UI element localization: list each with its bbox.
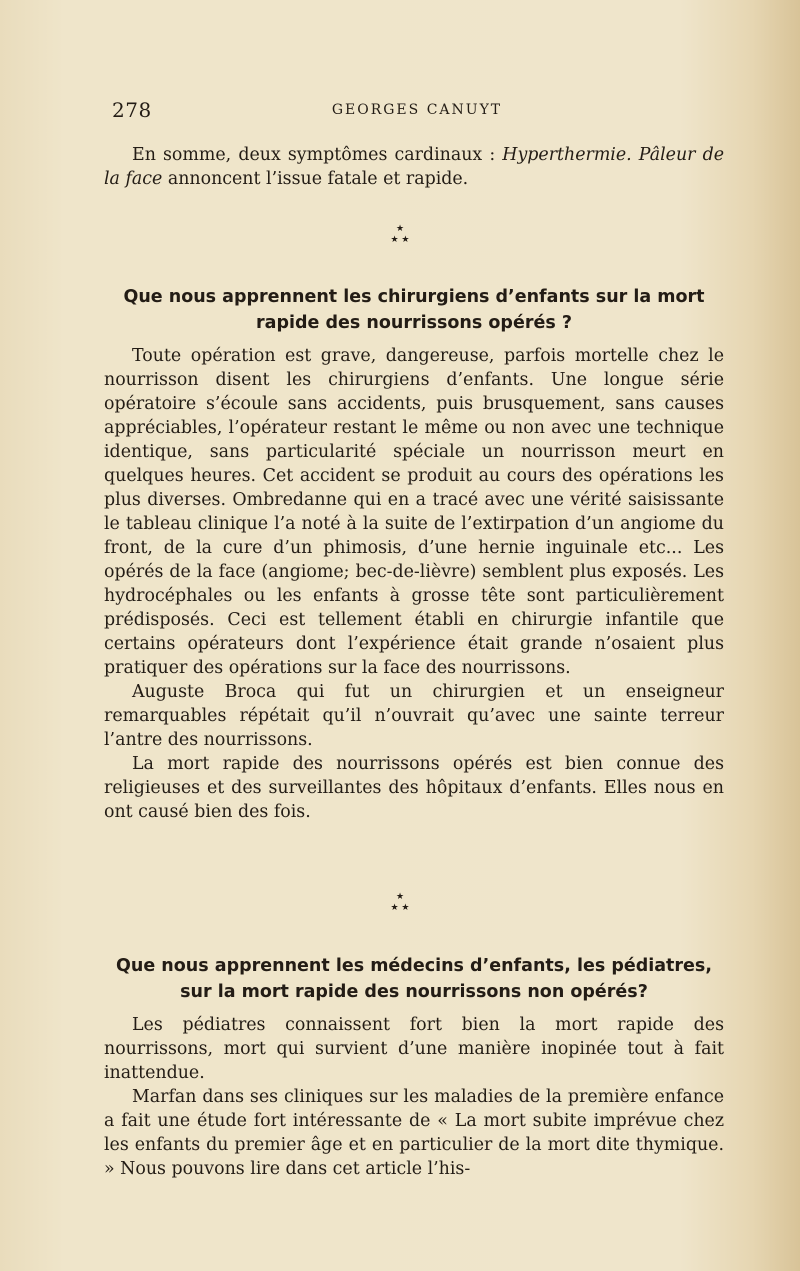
page-header: [112, 98, 722, 126]
running-title: GEORGES CANUYT: [331, 102, 503, 118]
section-1-body: [104, 344, 724, 824]
separator-star-top: ★: [395, 224, 405, 234]
page-number: 278: [112, 98, 152, 122]
separator-star-top: ★: [395, 892, 405, 902]
section-2-body: [104, 1013, 724, 1181]
intro-paragraph: [104, 143, 724, 191]
intro-italic-symptoms: Hyperthermie. Pâleur de la face: [104, 145, 724, 189]
section-2-heading: Que nous apprennent les médecins d’enfants, les pédiatres, sur la mort rapide des nourrissons non opérés?: [116, 956, 712, 1002]
separator-star-bottom: ★ ★: [390, 235, 410, 245]
intro-text-end: annoncent l’issue fatale et rapide.: [162, 169, 469, 189]
intro-text-start: En somme, deux symptômes cardinaux :: [132, 145, 503, 165]
section-2-paragraph: Les pédiatres connaissent fort bien la mort rapide des nourrissons, mort qui survient d’une manière inopinée tout à fait inattendue.: [104, 1015, 724, 1083]
section-1-paragraph: Auguste Broca qui fut un chirurgien et un enseigneur remarquables répétait qu’il n’ouvrait qu’avec une sainte terreur l’antre des nourrissons.: [104, 682, 724, 750]
section-separator-1: [0, 224, 800, 246]
section-separator-2: [0, 892, 800, 914]
section-2-paragraph: Marfan dans ses cliniques sur les maladies de la première enfance a fait une étude fort intéressante de « La mort subite imprévue chez les enfants du premier âge et en particulier de la mort dite thymique. » Nous pouvons lire dans cet article l’his-: [104, 1087, 724, 1179]
section-1-heading: Que nous apprennent les chirurgiens d’enfants sur la mort rapide des nourrissons opérés ?: [123, 287, 705, 333]
section-1-paragraph: Toute opération est grave, dangereuse, parfois mortelle chez le nourrisson disent les chirurgiens d’enfants. Une longue série opératoire s’écoule sans accidents, puis brusquement, sans causes appréciables, l’opérateur restant le même ou non avec une technique identique, sans particularité spéciale un nourrisson meurt en quelques heures. Cet accident se produit au cours des opérations les plus diverses. Ombredanne qui en a tracé avec une vérité saisissante le tableau clinique l’a noté à la suite de l’extirpation d’un angiome du front, de la cure d’un phimosis, d’une hernie inguinale etc... Les opérés de la face (angiome; bec-de-lièvre) semblent plus exposés. Les hydrocéphales ou les enfants à grosse tête sont particulièrement prédisposés. Ceci est tellement établi en chirurgie infantile que certains opérateurs dont l’expérience était grande n’osaient plus pratiquer des opérations sur la face des nourrissons.: [104, 346, 724, 678]
section-1-paragraph: La mort rapide des nourrissons opérés est bien connue des religieuses et des surveillantes des hôpitaux d’enfants. Elles nous en ont causé bien des fois.: [104, 754, 724, 822]
separator-star-bottom: ★ ★: [390, 903, 410, 913]
